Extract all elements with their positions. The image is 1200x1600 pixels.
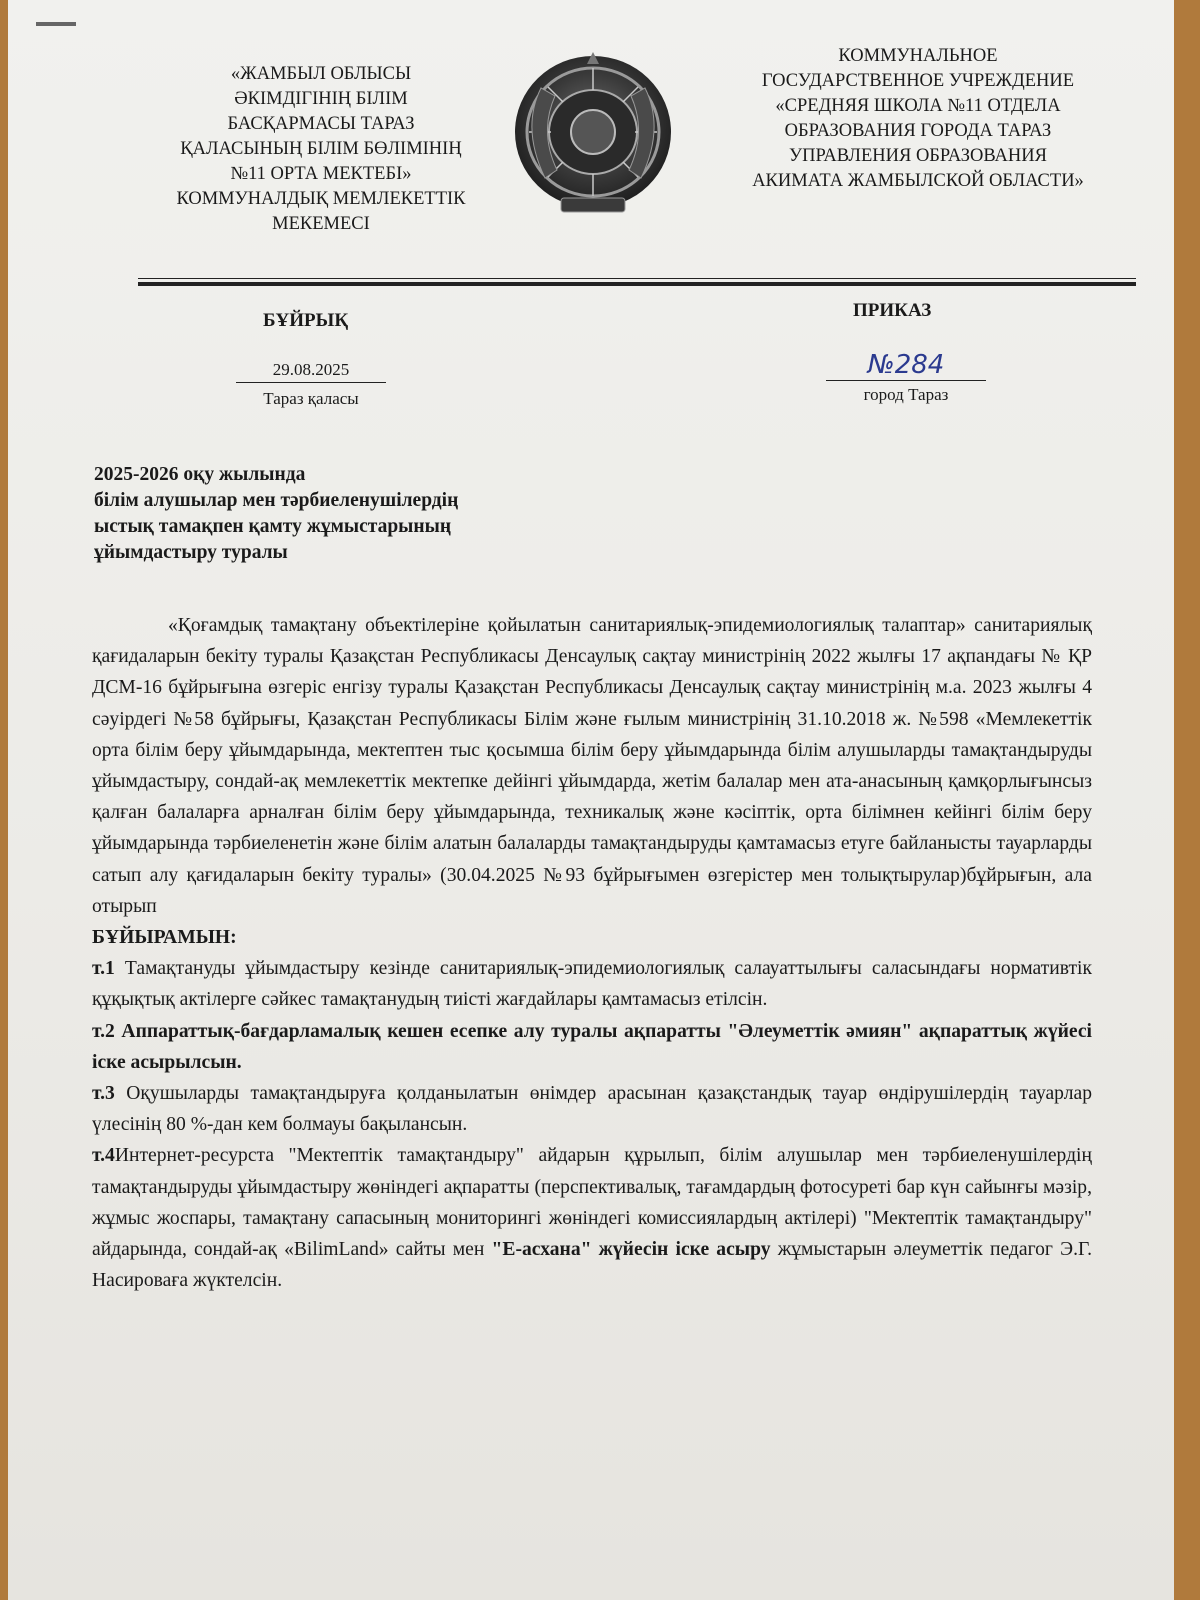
document-sheet (8, 0, 1174, 1600)
item-text: Оқушыларды тамақтандыруға қолданылатын өнімдер арасынан қазақстандық тауар өндірушілердің тауарлар үлесінің 80 %-дан кем болмауы бақылансын. (92, 1083, 1092, 1136)
number-underline (826, 380, 986, 381)
date-underline (236, 382, 386, 383)
item-text: Тамақтануды ұйымдастыру кезінде санитариялық-эпидемиологиялық салауаттылығы саласындағы нормативтік құқықтық актілерге сәйкес тамақтанудың тиісті жағдайлары қамтамасыз етілсін. (92, 958, 1092, 1011)
subject-line: ұйымдастыру туралы (94, 542, 288, 563)
item-number: т.2 (92, 1020, 115, 1042)
header-left-line: «ЖАМБЫЛ ОБЛЫСЫ (230, 64, 412, 84)
header-right-line: ГОСУДАРСТВЕННОЕ УЧРЕЖДЕНИЕ (761, 71, 1075, 91)
item-text: Интернет-ресурста "Мектептік тамақтандыру" айдарын құрылып, білім алушылар мен тәрбиеленушілердің тамақтандыруды ұйымдастыру жөніндегі ақпаратты (перспективалық, тағамдардың фотосуреті бар күн сайынғы мәзір, жұмыс жоспары, тамақтану сапасының мониторингі жөніндегі комиссиялардың актілері) "Мектептік тамақтандыру" айдарында, сондай-ақ «BilimLand» сайты мен (92, 1145, 1092, 1261)
preamble-paragraph: «Қоғамдық тамақтану объектілеріне қойылатын санитариялық-эпидемиологиялық талаптар» санитариялық қағидаларын бекіту туралы Қазақстан Республикасы Денсаулық сақтау министрінің 2022 жылғы 17 ақпандағы № ҚР ДСМ-16 бұйрығына өзгеріс енгізу туралы Қазақстан Республикасы Денсаулық сақтау министрінің м.а. 2023 жылғы 4 сәуірдегі №58 бұйрығы, Қазақстан Республикасы Білім және ғылым министрінің 31.10.2018 ж. №598 «Мемлекеттік орта білім беру ұйымдарында, мектептен тыс қосымша білім беру ұйымдарында білім алушыларды тамақтандыруды ұйымдастыру, сондай-ақ мемлекеттік мектепке дейінгі ұйымдарда, жетім балалар мен ата-анасының қамқорлығынсыз қалған балаларға арналған білім беру ұйымдарында, техникалық және кәсіптік, орта білімнен кейінгі білім беру ұйымдарында тәрбиеленетін және білім алатын балаларды тамақтандыруды қамтамасыз етуге байланысты тауарларды сатып алу қағидаларын бекіту туралы» (30.04.2025 №93 бұйрығымен өзгерістер мен толықтырулар)бұйрығын, ала отырып (92, 615, 1092, 917)
header-left-organization (136, 62, 506, 237)
city-kazakh: Тараз қаласы (263, 389, 359, 408)
order-title-kazakh: БҰЙРЫҚ (263, 310, 349, 331)
order-item-4 (92, 1140, 1092, 1296)
subject-line: ыстық тамақпен қамту жұмыстарының (94, 516, 452, 537)
corner-mark (36, 22, 76, 26)
header-right-organization (688, 44, 1148, 194)
header-divider-thick (138, 282, 1136, 286)
order-date: 29.08.2025 (272, 360, 350, 379)
order-directive: БҰЙЫРАМЫН: (92, 927, 237, 949)
item-number: т.3 (92, 1083, 115, 1105)
header-left-line: БАСҚАРМАСЫ ТАРАЗ (227, 114, 415, 134)
header-divider-thin (138, 278, 1136, 279)
header-right-line: АКИМАТА ЖАМБЫЛСКОЙ ОБЛАСТИ» (752, 171, 1084, 191)
order-number-block (826, 350, 986, 405)
item-text: Аппараттық-бағдарламалық кешен есепке алу туралы ақпаратты "Әлеуметтік әмиян" ақпараттық жүйесі іске асырылсын. (92, 1020, 1092, 1073)
header-right-line: КОММУНАЛЬНОЕ (838, 46, 998, 66)
subject-line: 2025-2026 оқу жылында (94, 464, 306, 485)
order-date-block (236, 360, 386, 409)
header-left-line: МЕКЕМЕСІ (272, 214, 370, 234)
header-left-line: ӘКІМДІГІНІҢ БІЛІМ (234, 89, 408, 109)
state-emblem-icon (511, 48, 675, 220)
header-left-line: ҚАЛАСЫНЫҢ БІЛІМ БӨЛІМІНІҢ (180, 139, 462, 159)
header-left-line: КОММУНАЛДЫҚ МЕМЛЕКЕТТІК (176, 189, 466, 209)
order-item-2 (92, 1016, 1092, 1078)
order-subject (94, 462, 654, 566)
order-body (92, 610, 1092, 1296)
order-item-3 (92, 1078, 1092, 1140)
order-number: №284 (867, 350, 945, 380)
header-right-line: «СРЕДНЯЯ ШКОЛА №11 ОТДЕЛА (775, 96, 1061, 116)
item-number: т.1 (92, 958, 115, 980)
city-russian: город Тараз (863, 385, 949, 404)
item-bold-text: "Е-асхана" жүйесін іске асыру (491, 1239, 771, 1261)
order-item-1 (92, 953, 1092, 1015)
subject-line: білім алушылар мен тәрбиеленушілердің (94, 490, 459, 511)
header-right-line: ОБРАЗОВАНИЯ ГОРОДА ТАРАЗ (784, 121, 1052, 141)
header-left-line: №11 ОРТА МЕКТЕБІ» (230, 164, 412, 184)
item-number: т.4 (92, 1145, 115, 1167)
item-tail-text: жұмыстарын әлеуметтік педагог Э.Г. Насироваға жүктелсін. (92, 1239, 1092, 1292)
header-right-line: УПРАВЛЕНИЯ ОБРАЗОВАНИЯ (789, 146, 1047, 166)
order-title-russian: ПРИКАЗ (853, 300, 932, 321)
